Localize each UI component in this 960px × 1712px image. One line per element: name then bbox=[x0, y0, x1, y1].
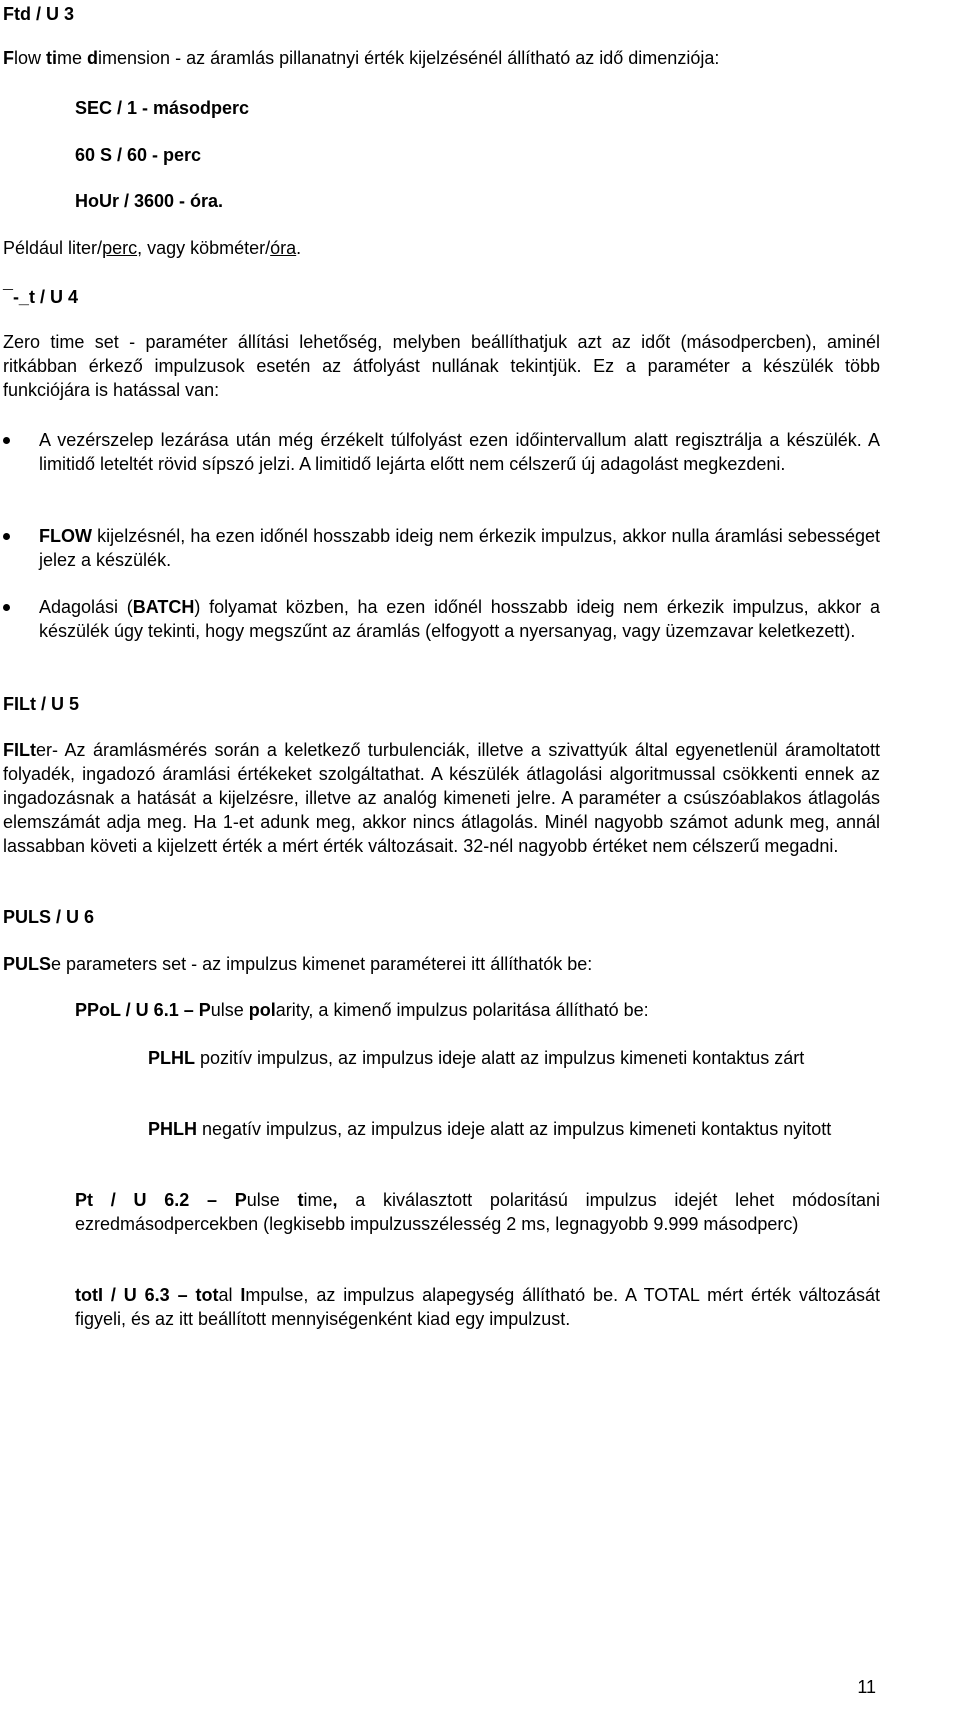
filter-paragraph bbox=[3, 738, 880, 858]
bold-fragment: pol bbox=[248, 1000, 276, 1020]
bullet-icon bbox=[3, 604, 10, 611]
bold-fragment: ti bbox=[46, 48, 58, 68]
page-number: 11 bbox=[857, 1677, 876, 1697]
bullet-item-2 bbox=[39, 524, 880, 572]
bold-fragment: I bbox=[240, 1285, 246, 1305]
text-fragment: arity, a kimenő impulzus polaritása állítható be: bbox=[275, 1000, 649, 1020]
section-heading-ftd: Ftd / U 3 bbox=[3, 4, 74, 24]
bullet-text: A vezérszelep lezárása után még érzékelt túlfolyást ezen időintervallum alatt regisztrálja a készülék. A limitidő leteltét rövid sípszó jelzi. A limitidő lejárta előtt nem célszerű új adagolást megkezdeni. bbox=[39, 430, 880, 474]
option-60s: 60 S / 60 - perc bbox=[75, 145, 202, 165]
text-fragment: Adagolási ( bbox=[39, 597, 133, 617]
underlined-fragment: óra bbox=[270, 238, 297, 258]
phlh-line bbox=[148, 1117, 880, 1141]
totl-paragraph bbox=[75, 1283, 880, 1331]
option-sec: SEC / 1 - másodperc bbox=[75, 98, 250, 118]
text-fragment: al bbox=[218, 1285, 241, 1305]
bold-fragment: FLOW bbox=[39, 526, 92, 546]
bullet-item-3 bbox=[39, 595, 880, 643]
bold-fragment: FILt bbox=[3, 740, 36, 760]
pt-paragraph bbox=[75, 1188, 880, 1236]
text-fragment: Például liter/ bbox=[3, 238, 103, 258]
text-fragment: low bbox=[14, 48, 47, 68]
bold-fragment: F bbox=[3, 48, 14, 68]
text-fragment: a kiválasztott polaritású impulzus idejét lehet módosítani ezredmásodpercekben (legkisebb impulzusszélesség 2 ms, legnagyobb 9.999 másodperc) bbox=[75, 1190, 880, 1234]
text-fragment: me bbox=[57, 48, 88, 68]
bold-fragment: t bbox=[297, 1190, 304, 1210]
ppol-line bbox=[75, 998, 880, 1022]
bold-fragment: totI / U 6.3 – tot bbox=[75, 1285, 219, 1305]
bold-fragment: d bbox=[87, 48, 99, 68]
zero-time-paragraph: Zero time set - paraméter állítási lehetőség, melyben beállíthatjuk azt az időt (másodpercben), aminél ritkábban érkező impulzusok esetén az átfolyást nullának tekintjük. Ez a paraméter a készülék több funkciójára is hatással van: bbox=[3, 332, 880, 400]
bold-fragment: , bbox=[332, 1190, 338, 1210]
bold-fragment: Pt / U 6.2 – P bbox=[75, 1190, 247, 1210]
bold-fragment: PULS bbox=[3, 954, 52, 974]
bullet-text: kijelzésnél, ha ezen időnél hosszabb ideig nem érkezik impulzus, akkor nulla áramlási sebességet jelez a készülék. bbox=[39, 526, 880, 570]
text-fragment: mpulse, az impulzus alapegység állítható be. A TOTAL mért érték változását figyeli, és az itt beállított mennyiségenként kiad egy impulzust. bbox=[75, 1285, 880, 1329]
text-fragment: er- Az áramlásmérés során a keletkező turbulenciák, illetve a szivattyúk által egyenetlenül áramoltatott folyadék, ingadozó áramlási értékeket szolgáltathat. A készülék átlagolási algoritmussal csökkenti ennek az ingadozásnak a hatását a kijelzésre, illetve az analóg kimeneti jelre. A paraméter a csúszóablakos átlagolás elemszámát adja meg. Ha 1-et adunk meg, akkor nincs átlagolás. Minél nagyobb számot adunk meg, annál lassabban követi a kijelzett érték a mért érték változásait. 32-nél nagyobb értéket nem célszerű megadni. bbox=[3, 740, 880, 856]
text-fragment: . bbox=[296, 238, 302, 258]
text-fragment: e parameters set - az impulzus kimenet paraméterei itt állíthatók be: bbox=[51, 954, 593, 974]
section-heading-zero-time: ¯-_t / U 4 bbox=[3, 287, 78, 307]
puls-intro bbox=[3, 952, 880, 976]
bullet-icon bbox=[3, 437, 10, 444]
flow-time-intro bbox=[3, 46, 880, 70]
bullet-icon bbox=[3, 533, 10, 540]
section-heading-filter: FILt / U 5 bbox=[3, 694, 79, 714]
text-fragment: ulse bbox=[246, 1190, 298, 1210]
bold-fragment: BATCH bbox=[132, 597, 195, 617]
underlined-fragment: perc bbox=[102, 238, 138, 258]
text-fragment: , vagy köbméter/ bbox=[137, 238, 271, 258]
bold-fragment: PLHL bbox=[148, 1048, 195, 1068]
text-fragment: imension - az áramlás pillanatnyi érték kijelzésénél állítható az idő dimenziója: bbox=[98, 48, 720, 68]
bullet-text: ) folyamat közben, ha ezen időnél hosszabb ideig nem érkezik impulzus, akkor a készülék úgy tekinti, hogy megszűnt az áramlás (elfogyott a nyersanyag, vagy üzemzavar keletkezett). bbox=[39, 597, 880, 641]
bold-fragment: PPoL / U 6.1 – P bbox=[75, 1000, 211, 1020]
bold-fragment: PHLH bbox=[148, 1119, 197, 1139]
example-line bbox=[3, 236, 880, 260]
text-fragment: negatív impulzus, az impulzus ideje alatt az impulzus kimeneti kontaktus nyitott bbox=[197, 1119, 832, 1139]
plhl-line bbox=[148, 1046, 880, 1070]
text-fragment: ulse bbox=[210, 1000, 249, 1020]
option-hour: HoUr / 3600 - óra. bbox=[75, 191, 224, 211]
bullet-item-1 bbox=[39, 428, 880, 476]
text-fragment: ime bbox=[303, 1190, 333, 1210]
section-heading-puls: PULS / U 6 bbox=[3, 907, 95, 927]
text-fragment: pozitív impulzus, az impulzus ideje alatt az impulzus kimeneti kontaktus zárt bbox=[195, 1048, 805, 1068]
